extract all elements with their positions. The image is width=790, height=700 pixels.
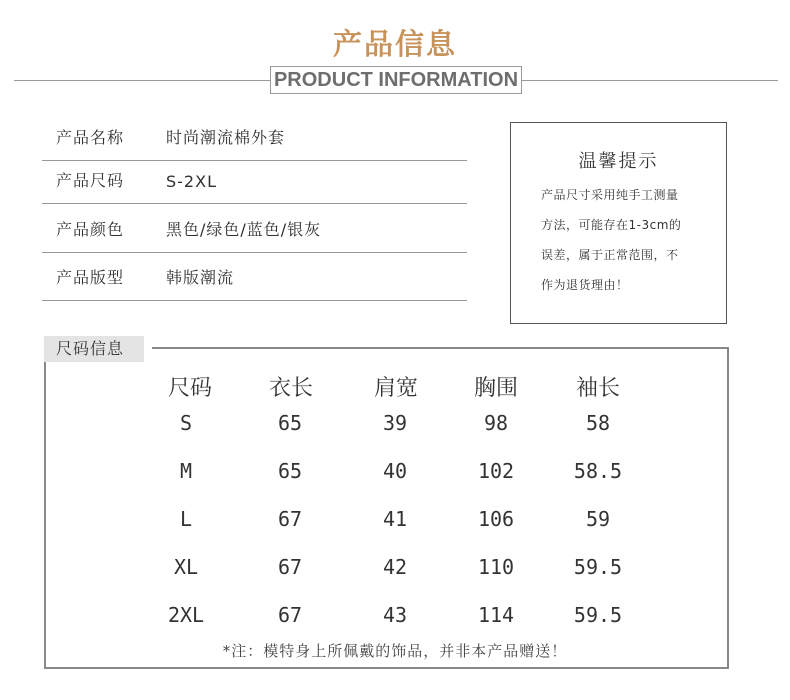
tip-line: 方法，可能存在1-3cm的: [541, 218, 682, 232]
header-divider-left: [14, 80, 270, 81]
info-label: 产品颜色: [56, 220, 125, 239]
table-cell: 59.5: [573, 555, 623, 579]
table-cell: 67: [277, 603, 303, 627]
info-value: 黑色/绿色/蓝色/银灰: [166, 220, 322, 239]
table-cell: 106: [477, 507, 515, 531]
tip-title: 温馨提示: [578, 151, 659, 172]
table-cell: 39: [382, 411, 408, 435]
size-note: *注：模特身上所佩戴的饰品，并非本产品赠送！: [222, 642, 568, 660]
table-cell: 40: [382, 459, 408, 483]
table-cell: 114: [477, 603, 515, 627]
table-cell: XL: [173, 555, 199, 579]
info-label: 产品版型: [56, 268, 125, 287]
column-header: 尺码: [167, 376, 212, 401]
table-cell: 58: [585, 411, 611, 435]
table-cell: 59: [585, 507, 611, 531]
table-cell: 98: [483, 411, 509, 435]
table-cell: 59.5: [573, 603, 623, 627]
table-cell: 58.5: [573, 459, 623, 483]
table-cell: 41: [382, 507, 408, 531]
tip-box: [510, 122, 727, 324]
info-row-name: [42, 113, 467, 161]
column-header: 肩宽: [373, 376, 418, 401]
table-cell: 65: [277, 459, 303, 483]
table-cell: 43: [382, 603, 408, 627]
info-row-color: [42, 205, 467, 253]
info-label: 产品名称: [56, 128, 125, 147]
info-row-size: [42, 156, 467, 204]
table-cell: 65: [277, 411, 303, 435]
table-cell: M: [179, 459, 193, 483]
size-tab-gap: [144, 347, 152, 349]
table-cell: 67: [277, 507, 303, 531]
tip-line: 作为退货理由！: [541, 278, 629, 292]
column-header: 袖长: [575, 376, 620, 401]
table-cell: 42: [382, 555, 408, 579]
info-value: 韩版潮流: [166, 268, 235, 287]
column-header: 胸围: [473, 376, 518, 401]
table-cell: S: [179, 411, 193, 435]
column-header: 衣长: [268, 376, 313, 401]
table-cell: 2XL: [167, 603, 205, 627]
table-cell: 102: [477, 459, 515, 483]
info-label: 产品尺码: [56, 171, 125, 190]
info-value: 时尚潮流棉外套: [166, 128, 286, 147]
page-subtitle: PRODUCT INFORMATION: [270, 66, 522, 94]
table-cell: L: [179, 507, 193, 531]
page-title: 产品信息: [332, 27, 457, 61]
info-value: S-2XL: [166, 172, 217, 191]
table-cell: 110: [477, 555, 515, 579]
info-row-fit: [42, 253, 467, 301]
size-info-tab: 尺码信息: [44, 336, 144, 362]
tip-line: 产品尺寸采用纯手工测量: [541, 188, 679, 202]
header-divider-right: [522, 80, 778, 81]
tip-line: 误差，属于正常范围，不: [541, 248, 679, 262]
table-cell: 67: [277, 555, 303, 579]
